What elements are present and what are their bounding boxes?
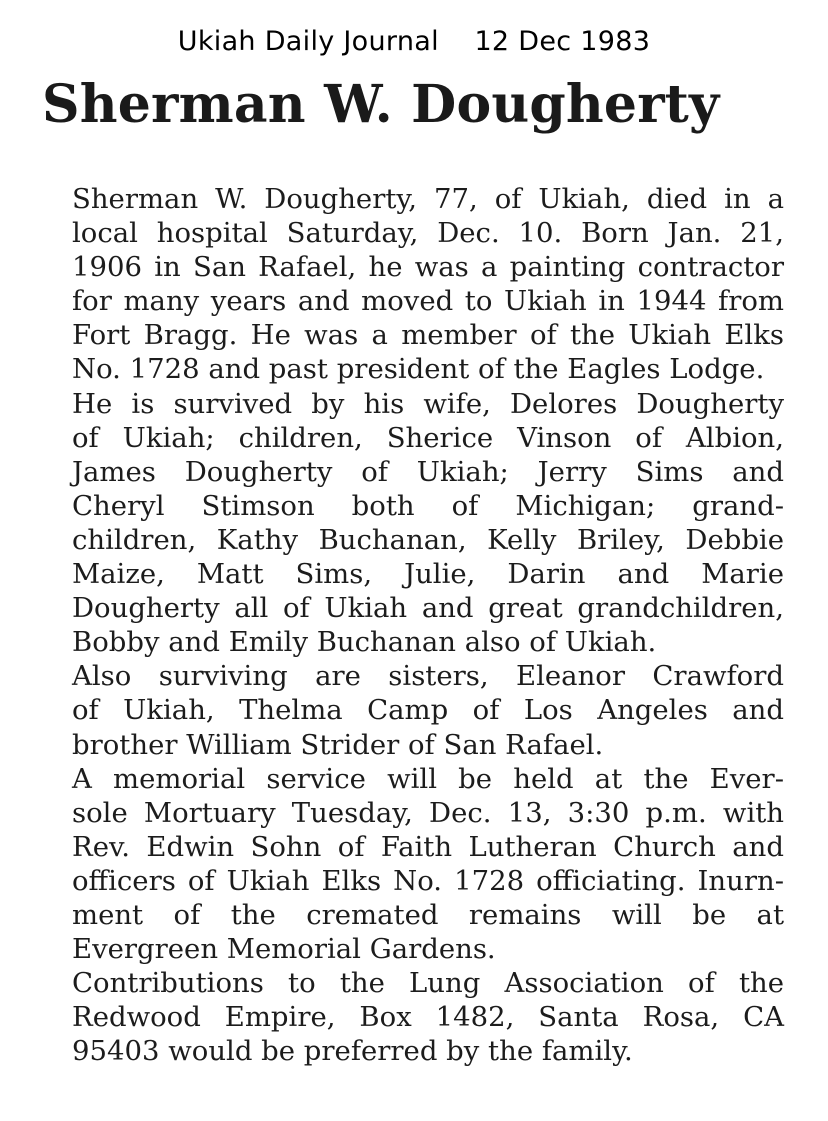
text-line: Cheryl Stimson both of Michigan; grand-: [72, 489, 784, 522]
text-line: Evergreen Memorial Gardens.: [72, 933, 496, 966]
text-line: 1906 in San Rafael, he was a painting contractor: [72, 251, 784, 284]
text-line: 95403 would be preferred by the family.: [72, 1035, 633, 1068]
text-line: local hospital Saturday, Dec. 10. Born Jan. 21,: [72, 217, 784, 250]
text-line: children, Kathy Buchanan, Kelly Briley, Debbie: [72, 523, 784, 556]
text-line: James Dougherty of Ukiah; Jerry Sims and: [72, 455, 784, 488]
text-line: Dougherty all of Ukiah and great grandchildren,: [72, 592, 784, 625]
text-line: Sherman W. Dougherty, 77, of Ukiah, died in a: [72, 183, 784, 215]
publication-date: 12 Dec 1983: [474, 26, 651, 57]
paragraph-service: [42, 762, 784, 967]
text-line: ment of the cremated remains will be at: [72, 898, 784, 931]
text-line: No. 1728 and past president of the Eagles Lodge.: [72, 353, 765, 386]
text-line: officers of Ukiah Elks No. 1728 officiating. Inurn-: [72, 864, 784, 897]
paragraph-biography: [42, 182, 784, 387]
obituary-body: [42, 182, 784, 1068]
text-line: of Ukiah; children, Sherice Vinson of Albion,: [72, 421, 784, 454]
text-line: Maize, Matt Sims, Julie, Darin and Marie: [72, 558, 784, 591]
obituary-headline: Sherman W. Dougherty: [42, 74, 720, 135]
text-line: He is survived by his wife, Delores Dougherty: [72, 387, 784, 420]
text-line: Redwood Empire, Box 1482, Santa Rosa, CA: [72, 1001, 784, 1034]
text-line: A memorial service will be held at the Ever-: [72, 762, 784, 795]
paragraph-contributions: [42, 966, 784, 1068]
text-line: Fort Bragg. He was a member of the Ukiah Elks: [72, 319, 784, 352]
text-line: of Ukiah, Thelma Camp of Los Angeles and: [72, 694, 784, 727]
text-line: Bobby and Emily Buchanan also of Ukiah.: [72, 626, 657, 659]
publication-name: Ukiah Daily Journal: [177, 26, 439, 57]
paragraph-siblings: [42, 659, 784, 761]
text-line: Also surviving are sisters, Eleanor Crawford: [72, 660, 784, 693]
text-line: brother William Strider of San Rafael.: [72, 728, 604, 761]
text-line: Contributions to the Lung Association of the: [72, 967, 784, 1000]
text-line: Rev. Edwin Sohn of Faith Lutheran Church and: [72, 830, 784, 863]
text-line: sole Mortuary Tuesday, Dec. 13, 3:30 p.m. with: [72, 796, 784, 829]
paragraph-survivors: [42, 387, 784, 660]
text-line: for many years and moved to Ukiah in 1944 from: [72, 285, 784, 318]
source-citation: [0, 26, 828, 57]
